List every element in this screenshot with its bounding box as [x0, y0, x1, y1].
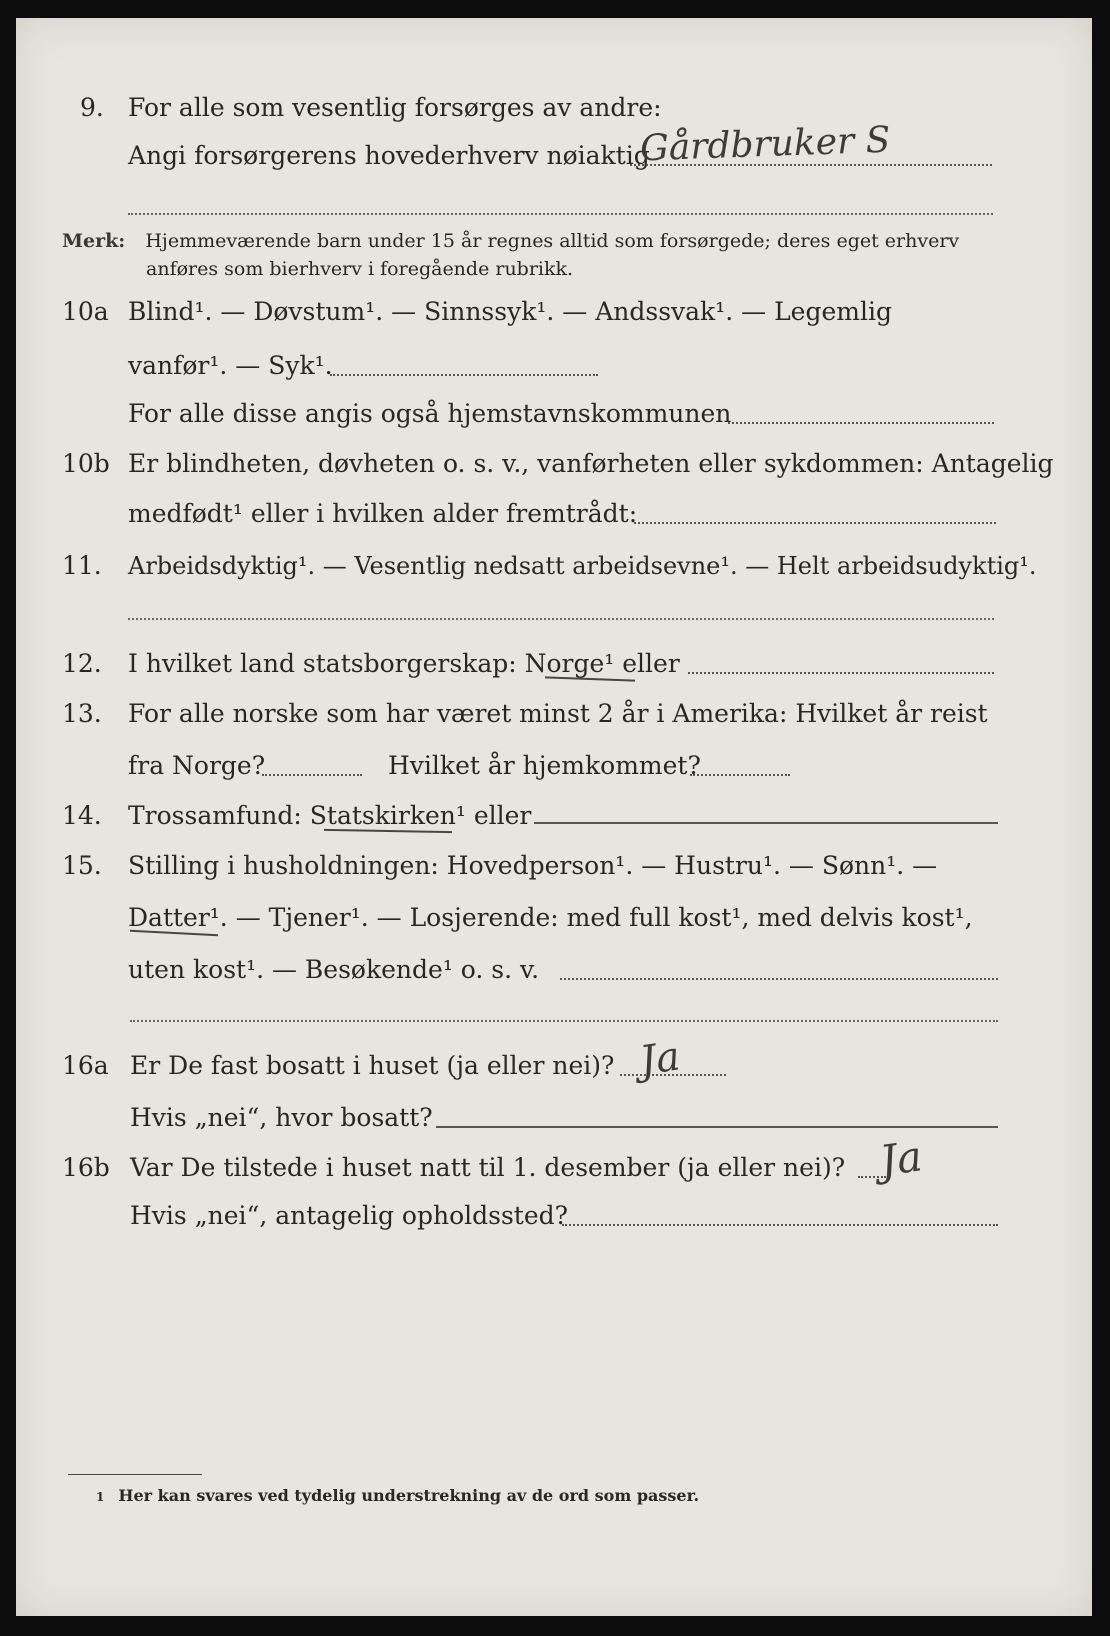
q14-number: 14.: [62, 801, 102, 830]
merk-label: Merk:: [62, 230, 126, 252]
q10a-line2: vanfør¹. — Syk¹.: [128, 351, 333, 380]
q13-number: 13.: [62, 699, 102, 728]
q16a-bosatt-answer-line[interactable]: [436, 1126, 998, 1128]
q10b-answer-line[interactable]: [634, 522, 996, 524]
q16b-opholdssted-answer-line[interactable]: [562, 1224, 998, 1226]
footnote-mark: 1: [96, 1490, 105, 1504]
q14-answer-line[interactable]: [534, 822, 998, 824]
q15-line2: Datter¹. — Tjener¹. — Losjerende: med full kost¹, med delvis kost¹,: [128, 903, 973, 932]
separator: [128, 618, 994, 620]
q13-line2a: fra Norge?: [128, 751, 266, 780]
footnote-rule: [68, 1474, 202, 1475]
q10a-line1: Blind¹. — Døvstum¹. — Sinnssyk¹. — Andssvak¹. — Legemlig: [128, 297, 892, 326]
merk-line1: Hjemmeværende barn under 15 år regnes alltid som forsørgede; deres eget erhverv: [145, 230, 960, 252]
q12-answer-line[interactable]: [688, 672, 994, 674]
q12-line1: I hvilket land statsborgerskap: Norge¹ eller: [128, 649, 680, 678]
q16a-handwritten-answer: Ja: [636, 1033, 683, 1085]
q10b-line1: Er blindheten, døvheten o. s. v., vanførheten eller sykdommen: Antagelig: [128, 449, 1054, 478]
q16a-line2: Hvis „nei“, hvor bosatt?: [130, 1103, 433, 1132]
q10a-answer-line[interactable]: [330, 374, 598, 376]
separator: [130, 1020, 998, 1022]
q10a-number: 10a: [62, 297, 109, 326]
q10b-number: 10b: [62, 449, 110, 478]
separator: [128, 213, 993, 215]
q15-answer-line[interactable]: [560, 978, 998, 980]
q15-line1: Stilling i husholdningen: Hovedperson¹. — Hustru¹. — Sønn¹. —: [128, 851, 938, 880]
footnote-text: Her kan svares ved tydelig understrekning av de ord som passer.: [118, 1486, 700, 1505]
q16b-number: 16b: [62, 1153, 110, 1182]
q10a-line3: For alle disse angis også hjemstavnskommunen: [128, 399, 732, 428]
q13-line1: For alle norske som har været minst 2 år i Amerika: Hvilket år reist: [128, 699, 988, 728]
q13-line2b: Hvilket år hjemkommet?: [388, 751, 701, 780]
merk-note: [62, 228, 959, 254]
q16a-line1: Er De fast bosatt i huset (ja eller nei)?: [130, 1051, 615, 1080]
q11-number: 11.: [62, 551, 102, 580]
q15-number: 15.: [62, 851, 102, 880]
q12-number: 12.: [62, 649, 102, 678]
q10a-hjemstavn-answer-line[interactable]: [728, 422, 994, 424]
q9-number: 9.: [80, 93, 104, 122]
q14-line1: Trossamfund: Statskirken¹ eller: [128, 801, 532, 830]
q16b-handwritten-answer: Ja: [876, 1131, 926, 1186]
q9-question-line1: For alle som vesentlig forsørges av andre:: [128, 93, 662, 122]
q9-handwritten-answer: Gårdbruker S: [639, 119, 891, 170]
q16b-line2: Hvis „nei“, antagelig opholdssted?: [130, 1201, 569, 1230]
q11-line1: Arbeidsdyktig¹. — Vesentlig nedsatt arbeidsevne¹. — Helt arbeidsudyktig¹.: [128, 552, 1037, 580]
q9-question-line2: Angi forsørgerens hovederhverv nøiaktig: [128, 141, 650, 170]
q13-reist-answer-line[interactable]: [262, 774, 362, 776]
q16b-line1: Var De tilstede i huset natt til 1. desember (ja eller nei)?: [130, 1153, 846, 1182]
q15-line3: uten kost¹. — Besøkende¹ o. s. v.: [128, 955, 540, 984]
merk-line2: anføres som bierhverv i foregående rubrikk.: [146, 258, 574, 280]
q13-hjemkommet-answer-line[interactable]: [690, 774, 790, 776]
q10b-line2: medfødt¹ eller i hvilken alder fremtrådt:: [128, 499, 638, 528]
q16a-number: 16a: [62, 1051, 109, 1080]
footnote: [96, 1486, 699, 1507]
